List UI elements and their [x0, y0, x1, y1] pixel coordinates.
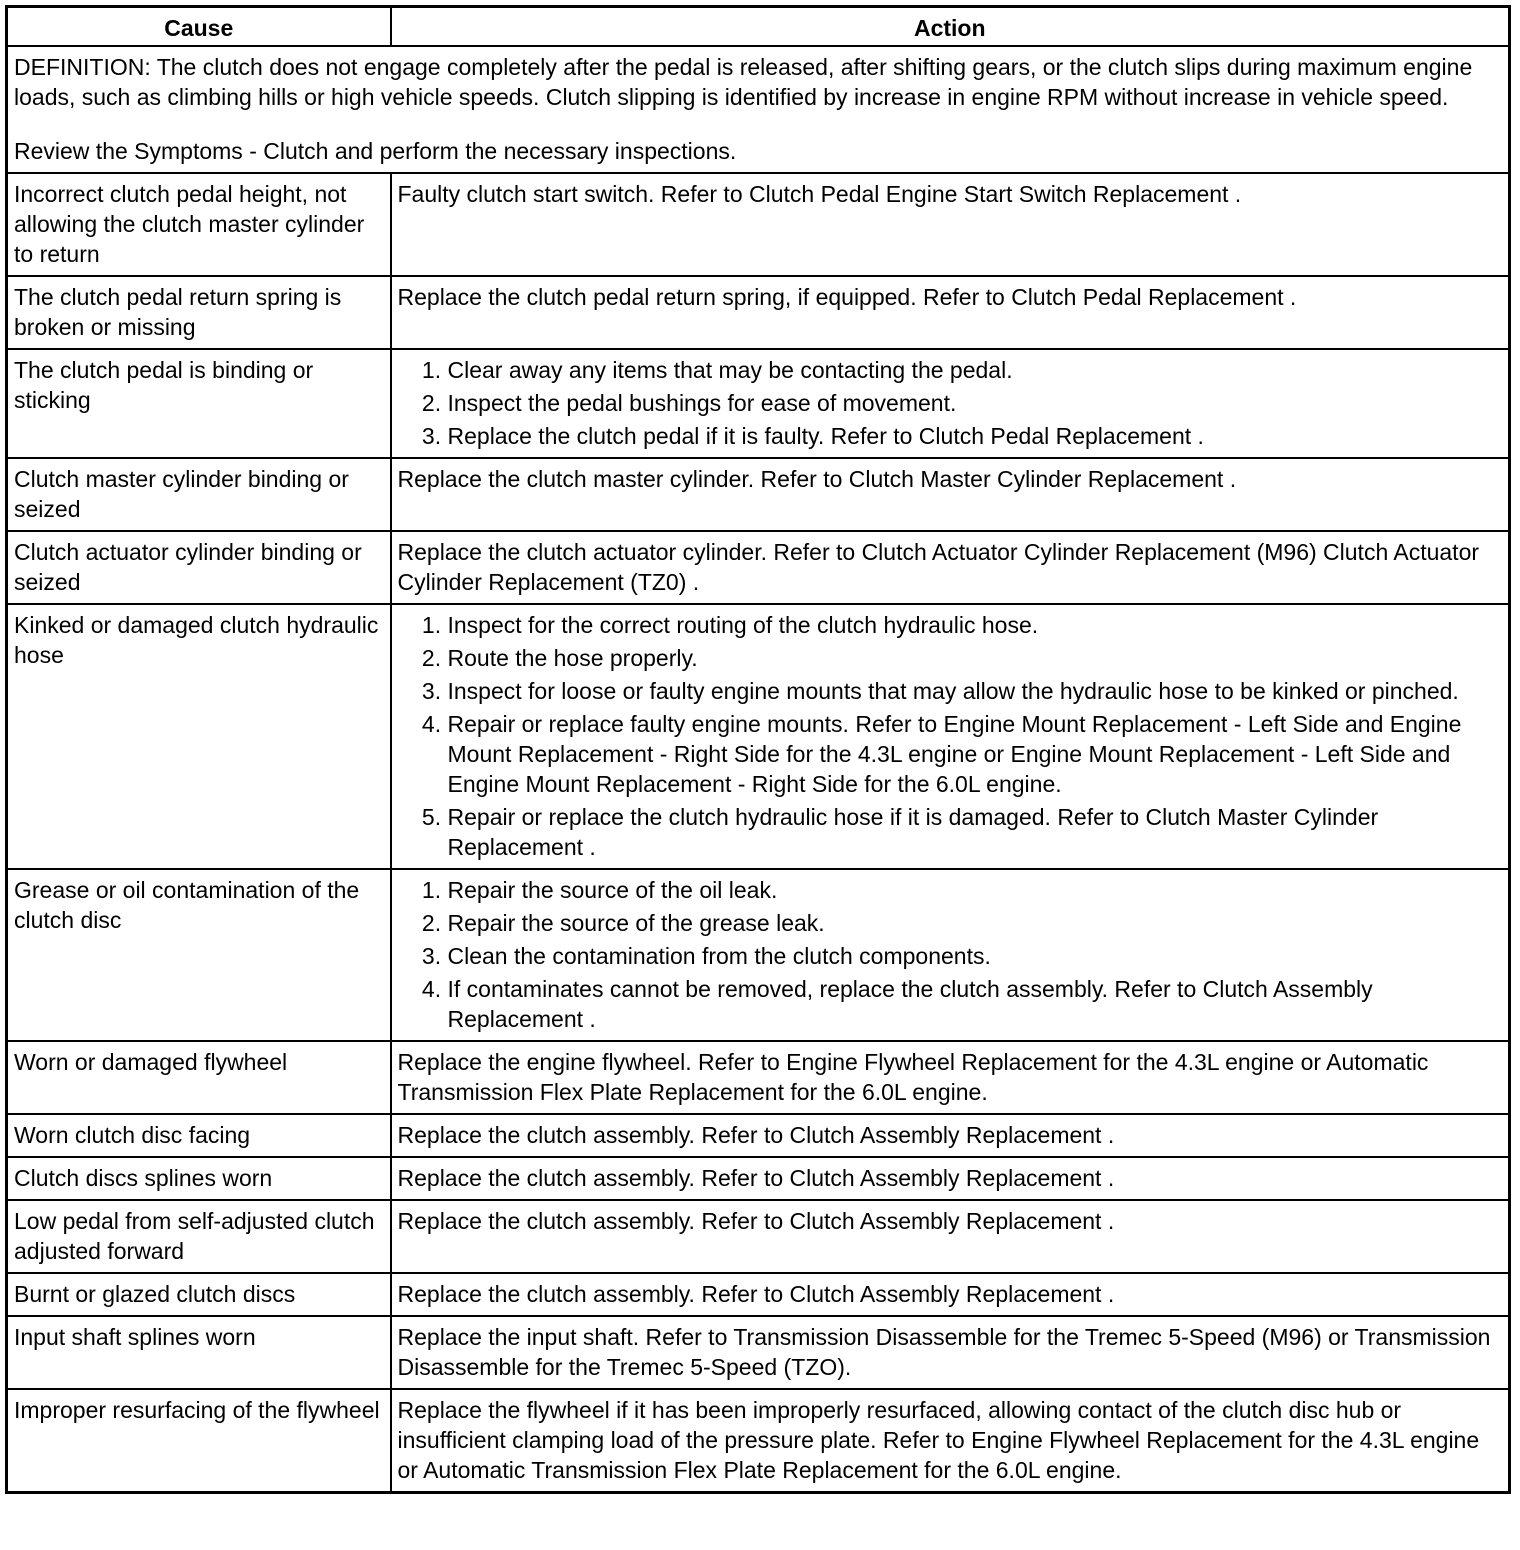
table-row [7, 349, 1510, 458]
cause-cell: The clutch pedal return spring is broken or missing [7, 276, 391, 349]
definition-row [7, 46, 1510, 173]
action-steps-list [398, 610, 1503, 862]
action-column-header: Action [391, 7, 1510, 47]
table-row [7, 604, 1510, 869]
table-row [7, 1200, 1510, 1273]
table-row [7, 1316, 1510, 1389]
action-cell: Replace the input shaft. Refer to Transmission Disassemble for the Tremec 5-Speed (M96) or Transmission Disassemble for the Tremec 5-Speed (TZO). [391, 1316, 1510, 1389]
action-cell: Replace the clutch pedal return spring, if equipped. Refer to Clutch Pedal Replacement . [391, 276, 1510, 349]
action-steps-list [398, 355, 1503, 451]
cause-cell: Low pedal from self-adjusted clutch adjusted forward [7, 1200, 391, 1273]
table-row [7, 276, 1510, 349]
table-row [7, 1041, 1510, 1114]
action-step: 1. Repair the source of the oil leak. [448, 875, 1503, 905]
table-row [7, 1389, 1510, 1493]
action-cell: Faulty clutch start switch. Refer to Clutch Pedal Engine Start Switch Replacement . [391, 173, 1510, 276]
action-step: 4. If contaminates cannot be removed, replace the clutch assembly. Refer to Clutch Assembly Replacement . [448, 974, 1503, 1034]
action-step: 2. Route the hose properly. [448, 643, 1503, 673]
action-cell: Replace the clutch master cylinder. Refer to Clutch Master Cylinder Replacement . [391, 458, 1510, 531]
header-row [7, 7, 1510, 47]
cause-cell: Clutch actuator cylinder binding or seized [7, 531, 391, 604]
action-step: 4. Repair or replace faulty engine mounts. Refer to Engine Mount Replacement - Left Side and Engine Mount Replacement - Right Side for the 4.3L engine or Engine Mount Replacement - Left Side and Engine Mount Replacement - Right Side for the 6.0L engine. [448, 709, 1503, 799]
table-row [7, 458, 1510, 531]
cause-cell: Input shaft splines worn [7, 1316, 391, 1389]
action-cell: Replace the clutch assembly. Refer to Clutch Assembly Replacement . [391, 1200, 1510, 1273]
table-row [7, 173, 1510, 276]
cause-cell: Clutch master cylinder binding or seized [7, 458, 391, 531]
action-step: 5. Repair or replace the clutch hydraulic hose if it is damaged. Refer to Clutch Master Cylinder Replacement . [448, 802, 1503, 862]
diagnostic-table [5, 5, 1511, 1494]
action-cell: Replace the clutch assembly. Refer to Clutch Assembly Replacement . [391, 1157, 1510, 1200]
table-body [7, 46, 1510, 1493]
review-text: Review the Symptoms - Clutch and perform the necessary inspections. [14, 138, 737, 164]
action-step: 2. Inspect the pedal bushings for ease of movement. [448, 388, 1503, 418]
cause-cell: Burnt or glazed clutch discs [7, 1273, 391, 1316]
action-cell [391, 869, 1510, 1041]
cause-column-header: Cause [7, 7, 391, 47]
cause-cell: Incorrect clutch pedal height, not allowing the clutch master cylinder to return [7, 173, 391, 276]
action-cell: Replace the engine flywheel. Refer to Engine Flywheel Replacement for the 4.3L engine or Automatic Transmission Flex Plate Replacement for the 6.0L engine. [391, 1041, 1510, 1114]
table-row [7, 1157, 1510, 1200]
action-step: 3. Replace the clutch pedal if it is faulty. Refer to Clutch Pedal Replacement . [448, 421, 1503, 451]
action-cell: Replace the clutch assembly. Refer to Clutch Assembly Replacement . [391, 1273, 1510, 1316]
action-steps-list [398, 875, 1503, 1034]
cause-cell: Grease or oil contamination of the clutch disc [7, 869, 391, 1041]
definition-cell [7, 46, 1510, 173]
definition-text: DEFINITION: The clutch does not engage completely after the pedal is released, after shifting gears, or the clutch slips during maximum engine loads, such as climbing hills or high vehicle speeds. Clutch slipping is identified by increase in engine RPM without increase in vehicle speed. [14, 54, 1473, 110]
table-row [7, 1114, 1510, 1157]
table-row [7, 531, 1510, 604]
action-cell [391, 349, 1510, 458]
table-row [7, 869, 1510, 1041]
table-row [7, 1273, 1510, 1316]
action-step: 3. Inspect for loose or faulty engine mounts that may allow the hydraulic hose to be kinked or pinched. [448, 676, 1503, 706]
cause-cell: Worn or damaged flywheel [7, 1041, 391, 1114]
action-cell: Replace the clutch actuator cylinder. Refer to Clutch Actuator Cylinder Replacement (M96) Clutch Actuator Cylinder Replacement (TZ0) . [391, 531, 1510, 604]
document-page [5, 5, 1508, 1494]
cause-cell: Worn clutch disc facing [7, 1114, 391, 1157]
action-step: 1. Clear away any items that may be contacting the pedal. [448, 355, 1503, 385]
cause-cell: The clutch pedal is binding or sticking [7, 349, 391, 458]
action-cell: Replace the clutch assembly. Refer to Clutch Assembly Replacement . [391, 1114, 1510, 1157]
action-cell: Replace the flywheel if it has been improperly resurfaced, allowing contact of the clutch disc hub or insufficient clamping load of the pressure plate. Refer to Engine Flywheel Replacement for the 4.3L engine or Automatic Transmission Flex Plate Replacement for the 6.0L engine. [391, 1389, 1510, 1493]
action-step: 2. Repair the source of the grease leak. [448, 908, 1503, 938]
action-step: 1. Inspect for the correct routing of the clutch hydraulic hose. [448, 610, 1503, 640]
cause-cell: Kinked or damaged clutch hydraulic hose [7, 604, 391, 869]
cause-cell: Clutch discs splines worn [7, 1157, 391, 1200]
cause-cell: Improper resurfacing of the flywheel [7, 1389, 391, 1493]
action-step: 3. Clean the contamination from the clutch components. [448, 941, 1503, 971]
action-cell [391, 604, 1510, 869]
